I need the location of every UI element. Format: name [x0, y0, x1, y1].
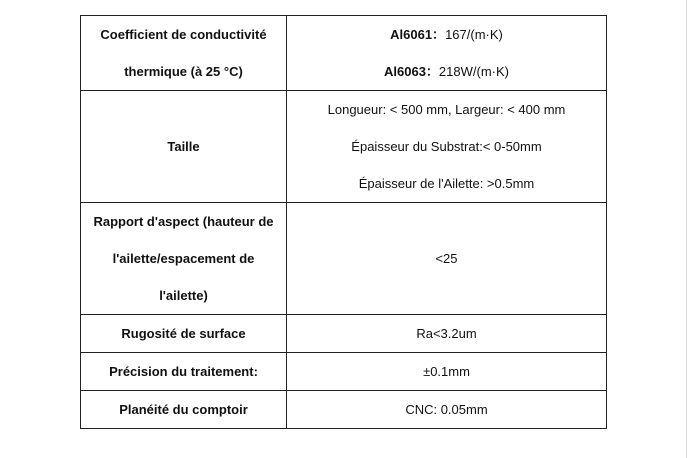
- row-value-thermal-conductivity: [287, 16, 607, 91]
- row-label-processing-precision: [81, 353, 287, 391]
- label-line: Taille: [167, 139, 200, 154]
- label-line: Précision du traitement:: [109, 364, 258, 379]
- table-row-thermal-conductivity: [81, 16, 607, 91]
- row-value-aspect-ratio: [287, 203, 607, 315]
- row-label-thermal-conductivity: [81, 16, 287, 91]
- row-value-processing-precision: [287, 353, 607, 391]
- table-row-flatness: [81, 391, 607, 429]
- table-row-size: [81, 91, 607, 203]
- table-row-surface-roughness: [81, 315, 607, 353]
- label-line: Planéité du comptoir: [119, 402, 248, 417]
- table-row-processing-precision: [81, 353, 607, 391]
- alloy-name: Al6063：: [384, 64, 439, 79]
- row-value-flatness: [287, 391, 607, 429]
- label-line: Rugosité de surface: [121, 326, 246, 341]
- value-line: ±0.1mm: [423, 364, 470, 379]
- alloy-value: 167/(m·K): [445, 27, 503, 42]
- row-label-flatness: [81, 391, 287, 429]
- value-line: Longueur: < 500 mm, Largeur: < 400 mm: [327, 102, 566, 117]
- row-value-surface-roughness: [287, 315, 607, 353]
- value-line: Épaisseur du Substrat:< 0-50mm: [351, 139, 542, 154]
- label-line: thermique (à 25 °C): [124, 64, 243, 79]
- row-label-surface-roughness: [81, 315, 287, 353]
- alloy-name: Al6061：: [390, 27, 446, 42]
- value-line: Épaisseur de l'Ailette: >0.5mm: [358, 176, 535, 191]
- alloy-value: 218W/(m·K): [438, 64, 509, 79]
- table-row-aspect-ratio: [81, 203, 607, 315]
- row-label-size: [81, 91, 287, 203]
- label-line: Coefficient de conductivité: [100, 27, 267, 42]
- value-line-al6061: [293, 16, 600, 53]
- label-line: Rapport d'aspect (hauteur de: [93, 214, 274, 229]
- value-line-al6063: [293, 53, 600, 90]
- page-edge-divider: [686, 0, 687, 458]
- label-line: l'ailette/espacement de: [112, 251, 255, 266]
- spec-table: [80, 15, 607, 429]
- value-line: Ra<3.2um: [416, 326, 477, 341]
- row-value-size: [287, 91, 607, 203]
- value-line: CNC: 0.05mm: [405, 402, 488, 417]
- row-label-aspect-ratio: [81, 203, 287, 315]
- label-line: l'ailette): [159, 288, 208, 303]
- value-line: <25: [435, 251, 458, 266]
